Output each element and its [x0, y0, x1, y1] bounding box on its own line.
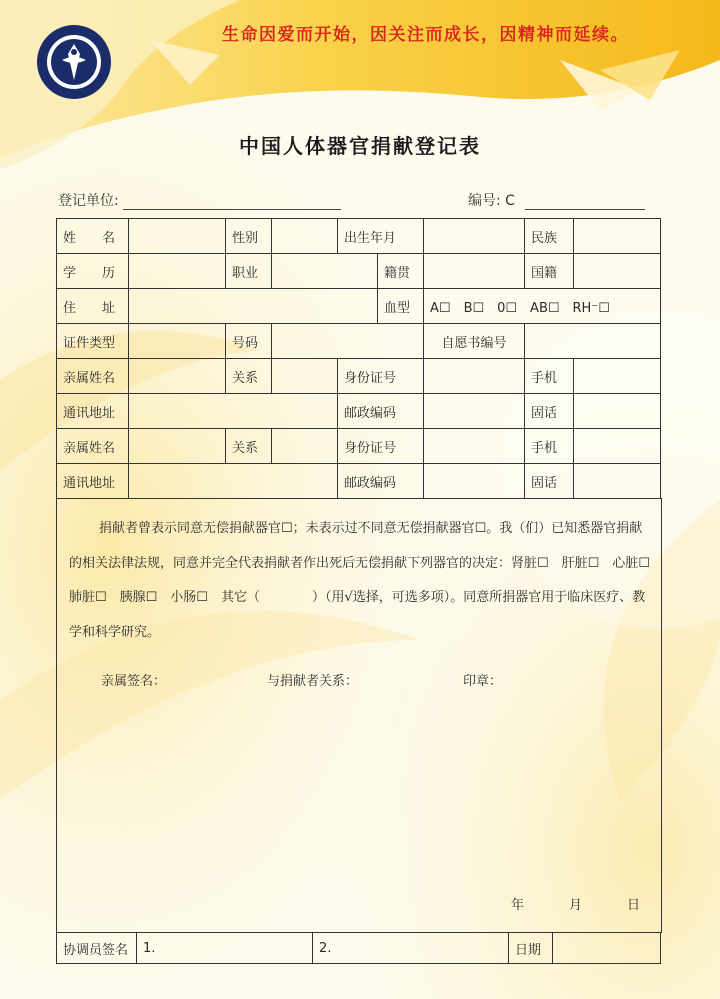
relative-postcode-field[interactable] — [424, 394, 525, 429]
coordinator-sign-label: 协调员签名 — [57, 933, 137, 964]
month-label: 月 — [569, 898, 583, 913]
relative-mobile-label: 手机 — [525, 429, 574, 464]
volunteer-no-label: 自愿书编号 — [424, 324, 525, 359]
date-field[interactable] — [553, 933, 661, 964]
relative-name-field[interactable] — [129, 429, 226, 464]
relative-id-label: 身份证号 — [338, 359, 424, 394]
education-label: 学 历 — [57, 254, 129, 289]
id-type-label: 证件类型 — [57, 324, 129, 359]
table-row — [57, 429, 661, 464]
id-number-field[interactable] — [272, 324, 424, 359]
relative-address-field[interactable] — [129, 464, 338, 499]
table-row — [57, 359, 661, 394]
volunteer-no-field[interactable] — [525, 324, 661, 359]
relative-phone-field[interactable] — [574, 464, 661, 499]
relative-address-field[interactable] — [129, 394, 338, 429]
relative-name-label: 亲属姓名 — [57, 429, 129, 464]
blood-type-label: 血型 — [378, 289, 424, 324]
date-label: 日期 — [509, 933, 553, 964]
coordinator-table — [56, 932, 661, 964]
registration-number-row — [468, 190, 645, 210]
id-number-label: 号码 — [226, 324, 272, 359]
relative-mobile-field[interactable] — [574, 359, 661, 394]
registration-unit-row — [58, 190, 341, 210]
relative-signature-label: 亲属签名： — [101, 674, 167, 689]
education-field[interactable] — [129, 254, 226, 289]
name-label: 姓 名 — [57, 219, 129, 254]
registration-number-field[interactable] — [525, 195, 645, 210]
year-label: 年 — [511, 898, 525, 913]
relative-id-label: 身份证号 — [338, 429, 424, 464]
relative-postcode-label: 邮政编码 — [338, 394, 424, 429]
relative-mobile-field[interactable] — [574, 429, 661, 464]
relative-phone-label: 固话 — [525, 464, 574, 499]
relative-relation-field[interactable] — [272, 359, 338, 394]
address-label: 住 址 — [57, 289, 129, 324]
relative-name-label: 亲属姓名 — [57, 359, 129, 394]
day-label: 日 — [627, 898, 641, 913]
seal-label: 印章： — [463, 674, 503, 689]
table-row — [57, 324, 661, 359]
relative-name-field[interactable] — [129, 359, 226, 394]
table-row — [57, 289, 661, 324]
table-row — [57, 254, 661, 289]
native-place-label: 籍贯 — [378, 254, 424, 289]
table-row — [57, 219, 661, 254]
consent-paragraph[interactable]: 捐献者曾表示同意无偿捐献器官☐；未表示过不同意无偿捐献器官☐。我（们）已知悉器官捐献的相关法律法规，同意并完全代表捐献者作出死后无偿捐献下列器官的决定：肾脏☐ 肝脏☐ 心脏☐ 肺脏☐ 胰腺☐ 小肠☐ 其它（ ）（用√选择，可选多项）。同意所捐器官用于临床医疗、教学和科学研究。 — [69, 521, 663, 640]
ethnicity-label: 民族 — [525, 219, 574, 254]
relative-phone-field[interactable] — [574, 394, 661, 429]
relative-address-label: 通讯地址 — [57, 464, 129, 499]
relation-to-donor-label: 与捐献者关系： — [267, 674, 359, 689]
relative-relation-field[interactable] — [272, 429, 338, 464]
relative-relation-label: 关系 — [226, 429, 272, 464]
birth-label: 出生年月 — [338, 219, 424, 254]
name-field[interactable] — [129, 219, 226, 254]
coordinator-sign-1[interactable]: 1. — [137, 933, 313, 964]
occupation-label: 职业 — [226, 254, 272, 289]
relative-phone-label: 固话 — [525, 394, 574, 429]
relative-relation-label: 关系 — [226, 359, 272, 394]
relative-mobile-label: 手机 — [525, 359, 574, 394]
registration-unit-field[interactable] — [123, 195, 341, 210]
donor-info-table — [56, 218, 661, 499]
table-row — [57, 464, 661, 499]
ministry-emblem-logo — [36, 24, 112, 100]
relative-id-field[interactable] — [424, 429, 525, 464]
form-title: 中国人体器官捐献登记表 — [239, 134, 481, 158]
coordinator-sign-2[interactable]: 2. — [313, 933, 509, 964]
gender-field[interactable] — [272, 219, 338, 254]
relative-address-label: 通讯地址 — [57, 394, 129, 429]
relative-postcode-label: 邮政编码 — [338, 464, 424, 499]
table-row — [57, 394, 661, 429]
id-type-field[interactable] — [129, 324, 226, 359]
gender-label: 性别 — [226, 219, 272, 254]
table-row — [57, 933, 661, 964]
consent-section — [56, 498, 662, 933]
occupation-field[interactable] — [272, 254, 378, 289]
nationality-field[interactable] — [574, 254, 661, 289]
blood-type-options[interactable]: A☐ B☐ 0☐ AB☐ RH⁻☐ — [424, 289, 661, 324]
address-field[interactable] — [129, 289, 378, 324]
relative-postcode-field[interactable] — [424, 464, 525, 499]
registration-unit-label: 登记单位: — [58, 193, 119, 209]
relative-id-field[interactable] — [424, 359, 525, 394]
registration-number-label: 编号: C — [468, 193, 515, 209]
birth-field[interactable] — [424, 219, 525, 254]
nationality-label: 国籍 — [525, 254, 574, 289]
native-place-field[interactable] — [424, 254, 525, 289]
slogan: 生命因爱而开始，因关注而成长，因精神而延续。 — [222, 25, 629, 45]
ethnicity-field[interactable] — [574, 219, 661, 254]
